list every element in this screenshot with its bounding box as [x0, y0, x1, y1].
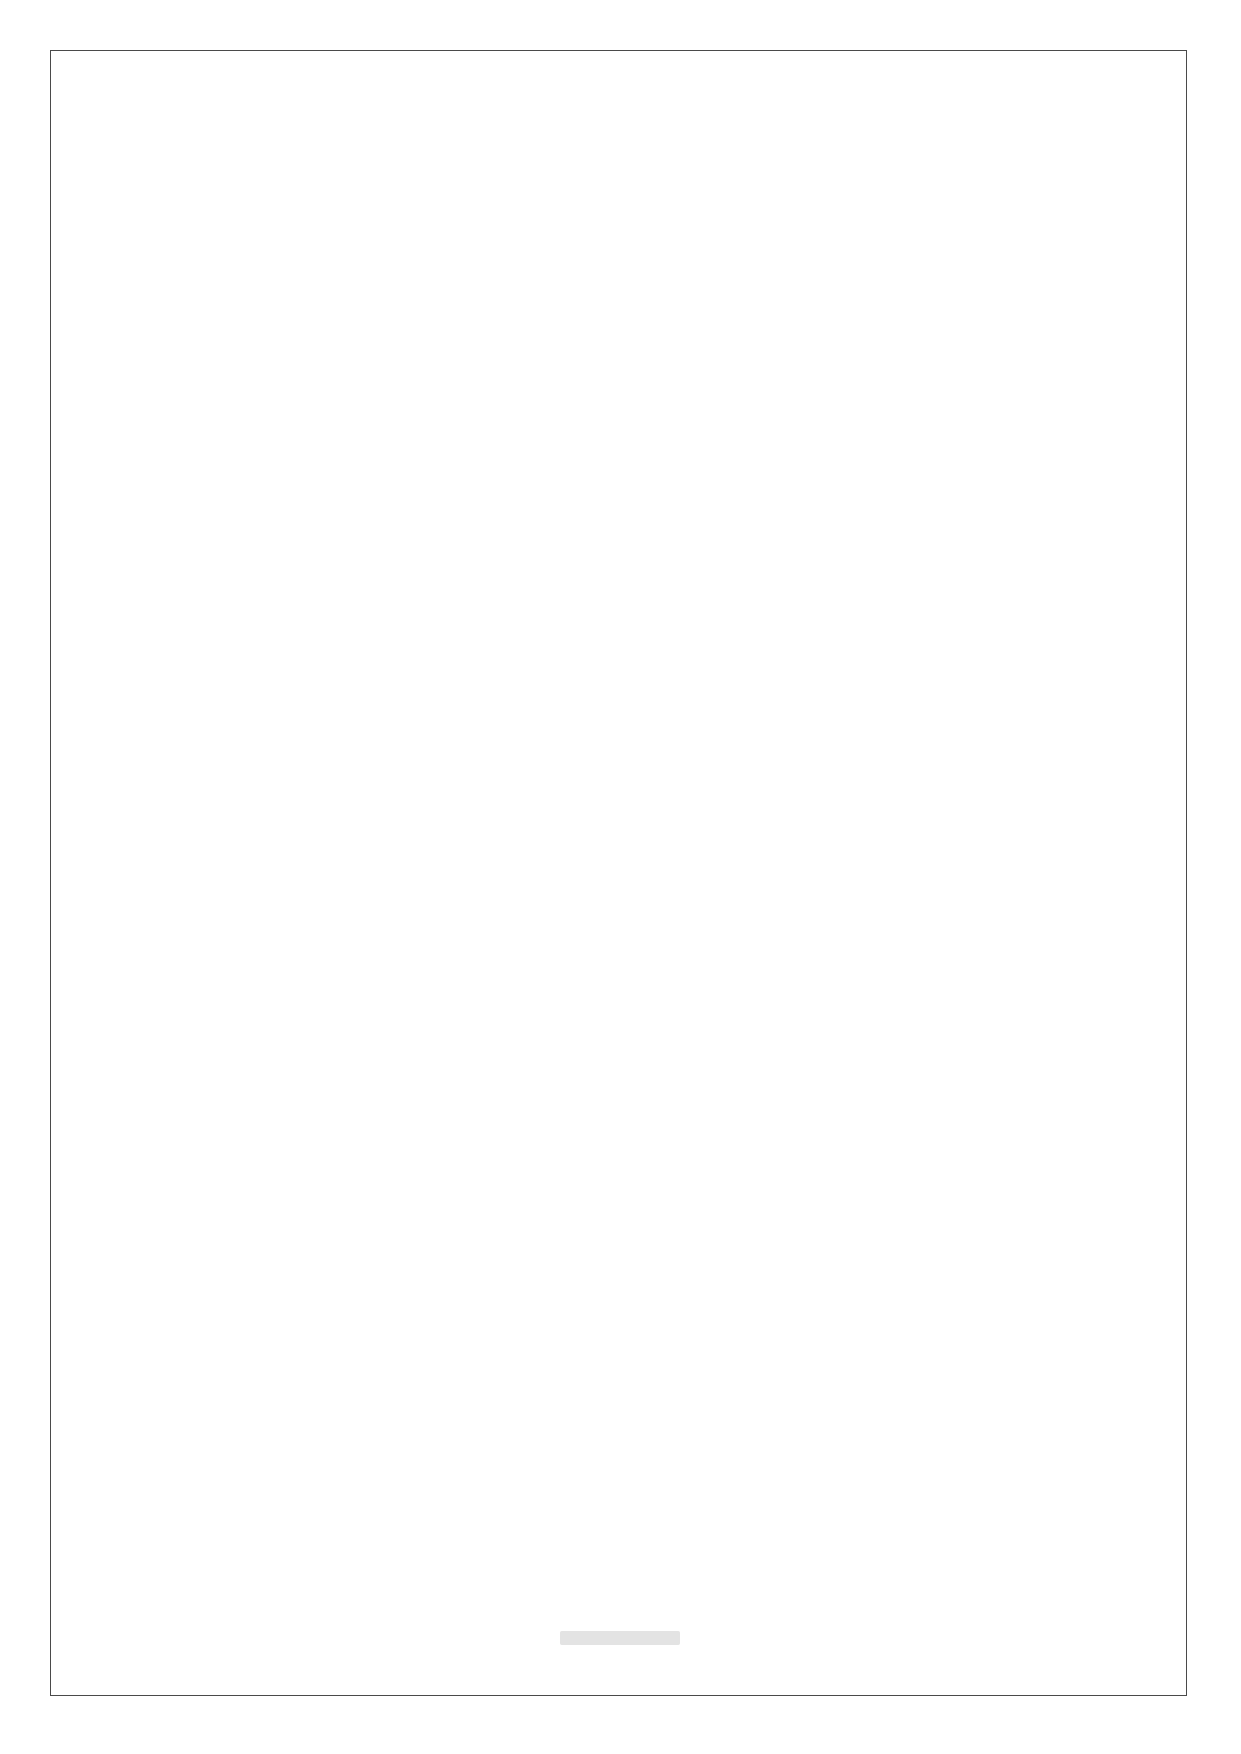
page-footer	[560, 1631, 680, 1645]
page-border	[50, 50, 1187, 1696]
